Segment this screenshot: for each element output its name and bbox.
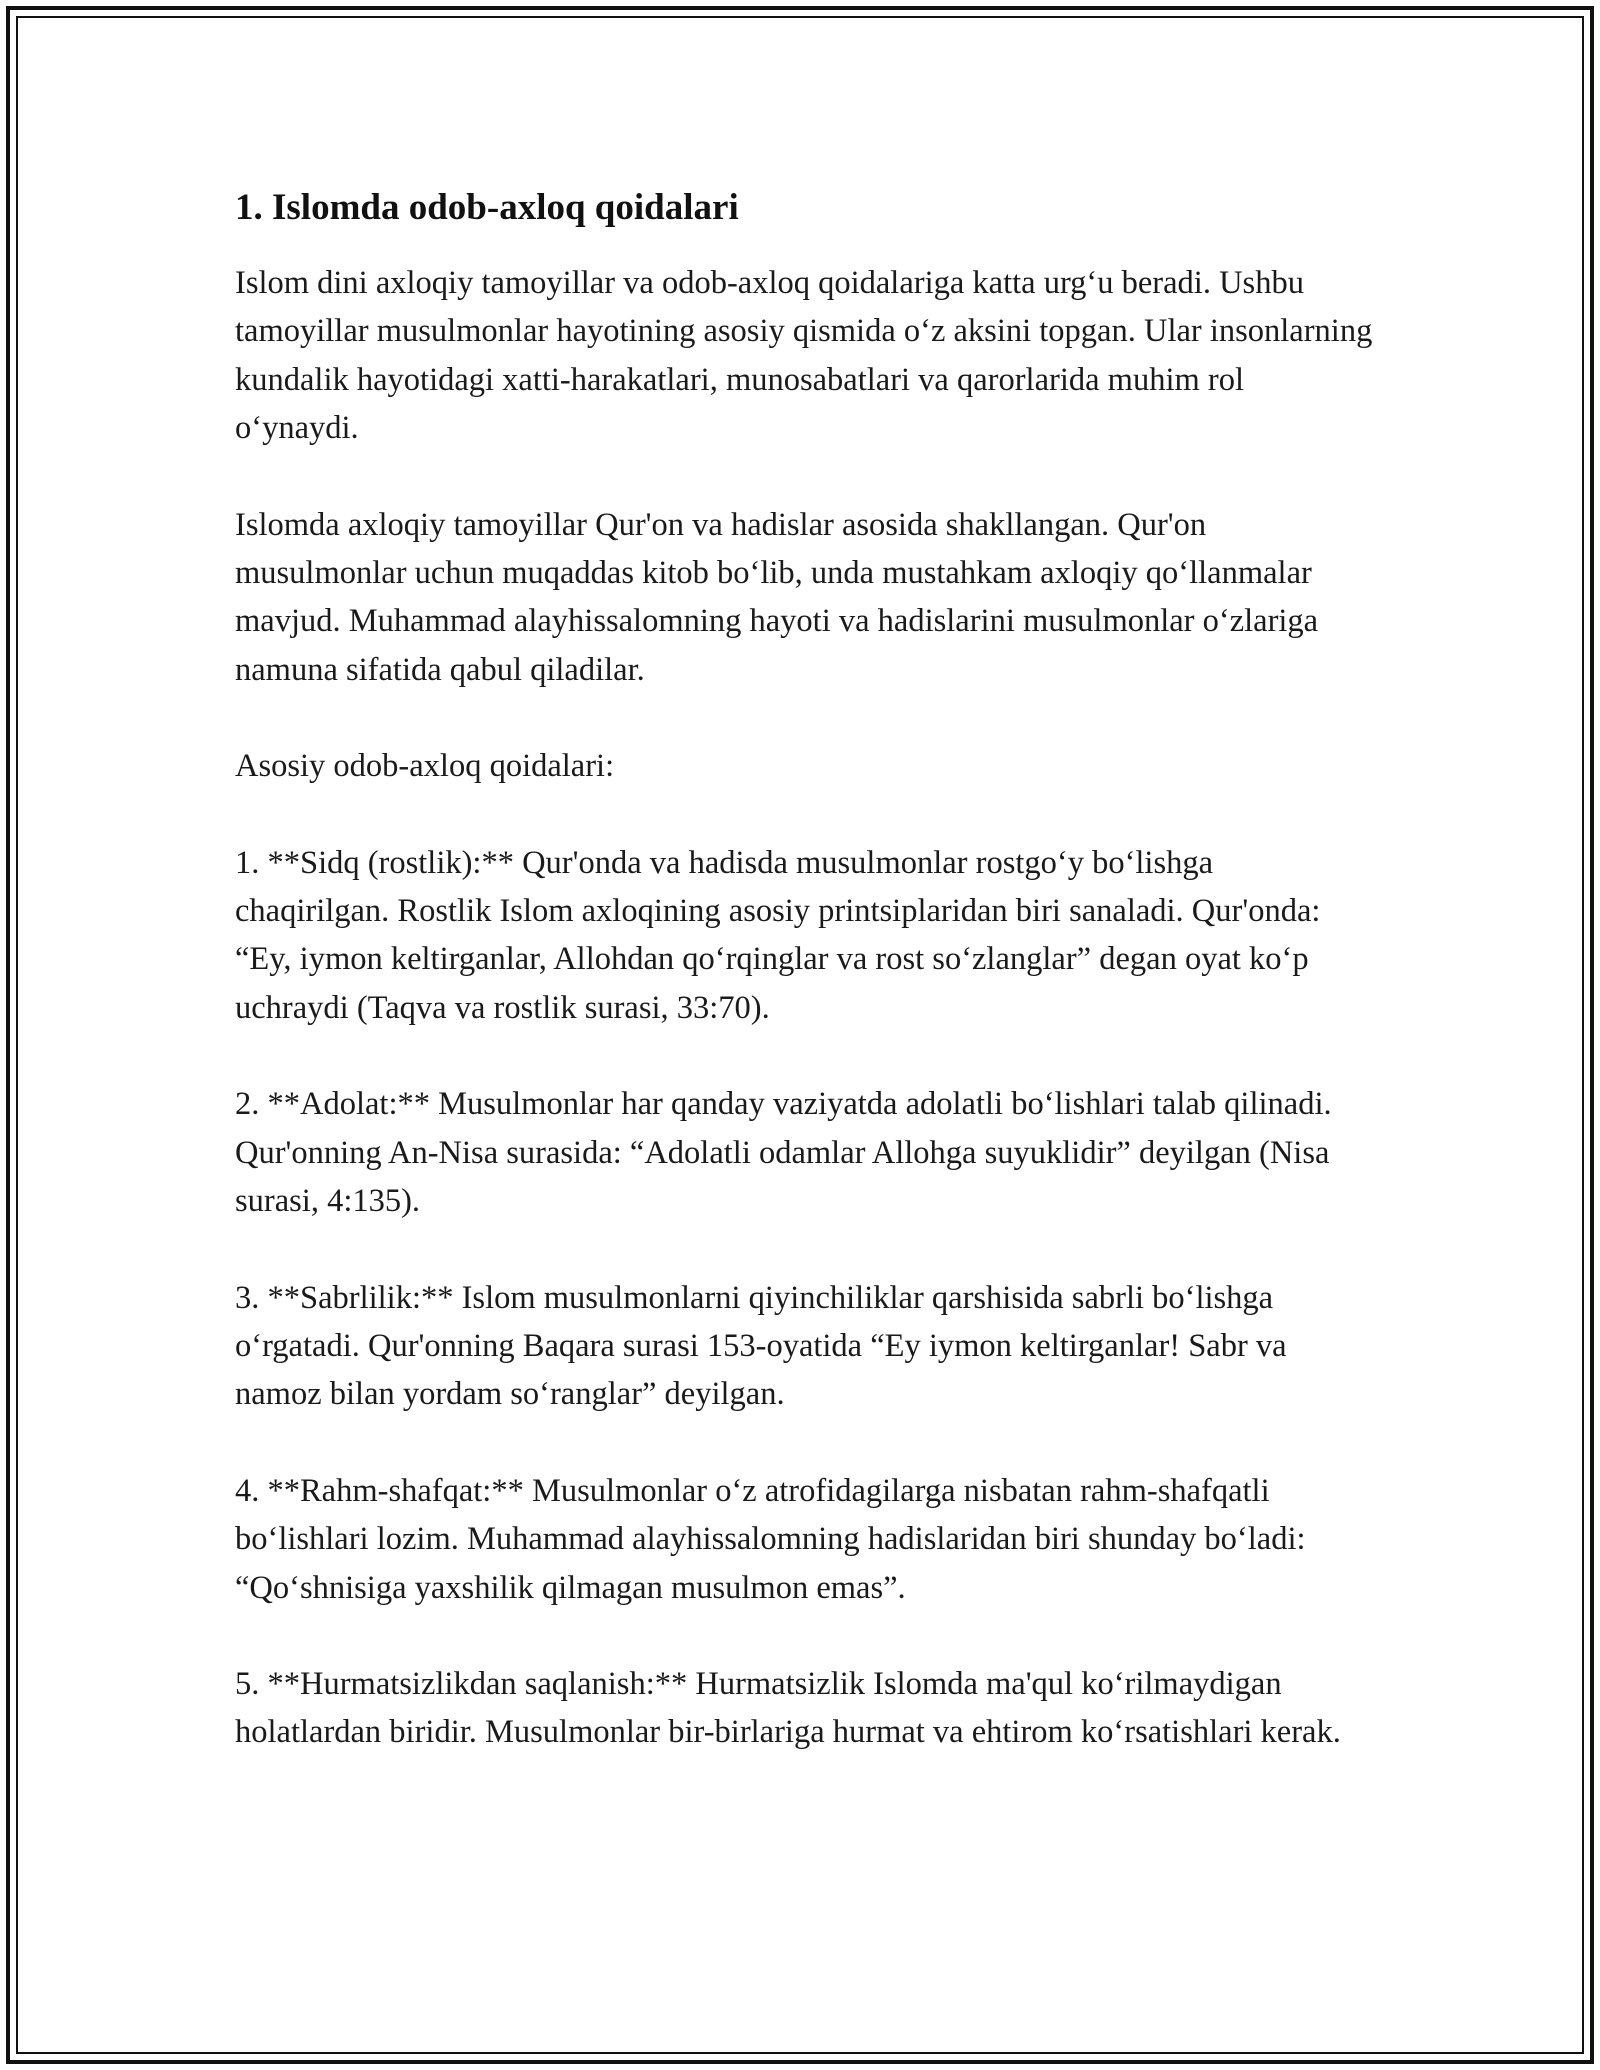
list-item-sabrlilik: 3. **Sabrlilik:** Islom musulmonlarni qiyinchiliklar qarshisida sabrli bo‘lishga o‘rgatadi. Qur'onning Baqara surasi 153-oyatida “Ey iymon keltirganlar! Sabr va namoz bilan yordam so‘ranglar” deyilgan. bbox=[235, 1279, 1287, 1413]
sources-paragraph: Islomda axloqiy tamoyillar Qur'on va hadislar asosida shakllangan. Qur'on musulmonlar uchun muqaddas kitob bo‘lib, unda mustahkam axloqiy qo‘llanmalar mavjud. Muhammad alayhissalomning hayoti va hadislarini musulmonlar o‘zlariga namuna sifatida qabul qiladilar. bbox=[235, 506, 1319, 688]
list-item-hurmat: 5. **Hurmatsizlikdan saqlanish:** Hurmatsizlik Islomda ma'qul ko‘rilmaydigan holatlardan biridir. Musulmonlar bir-birlariga hurmat va ehtirom ko‘rsatishlari kerak. bbox=[235, 1665, 1341, 1751]
section-heading: 1. Islomda odob-axloq qoidalari bbox=[235, 187, 739, 228]
list-item-rahm-shafqat: 4. **Rahm-shafqat:** Musulmonlar o‘z atrofidagilarga nisbatan rahm-shafqatli bo‘lishlari lozim. Muhammad alayhissalomning hadislaridan biri shunday bo‘ladi: “Qo‘shnisiga yaxshilik qilmagan musulmon emas”. bbox=[235, 1472, 1306, 1606]
document-body bbox=[235, 185, 1375, 1805]
list-intro: Asosiy odob-axloq qoidalari: bbox=[235, 748, 615, 785]
list-item-adolat: 2. **Adolat:** Musulmonlar har qanday vaziyatda adolatli bo‘lishlari talab qilinadi. Qur'onning An-Nisa surasida: “Adolatli odamlar Allohga suyuklidir” deyilgan (Nisa surasi, 4:135). bbox=[235, 1086, 1332, 1220]
list-item-sidq: 1. **Sidq (rostlik):** Qur'onda va hadisda musulmonlar rostgo‘y bo‘lishga chaqirilgan. Rostlik Islom axloqining asosiy printsiplaridan biri sanaladi. Qur'onda: “Ey, iymon keltirganlar, Allohdan qo‘rqinglar va rost so‘zlanglar” degan oyat ko‘p uchraydi (Taqva va rostlik surasi, 33:70). bbox=[235, 844, 1321, 1026]
intro-paragraph: Islom dini axloqiy tamoyillar va odob-axloq qoidalariga katta urg‘u beradi. Ushbu tamoyillar musulmonlar hayotining asosiy qismida o‘z aksini topgan. Ular insonlarning kundalik hayotidagi xatti-harakatlari, munosabatlari va qarorlarida muhim rol o‘ynaydi. bbox=[235, 265, 1373, 447]
